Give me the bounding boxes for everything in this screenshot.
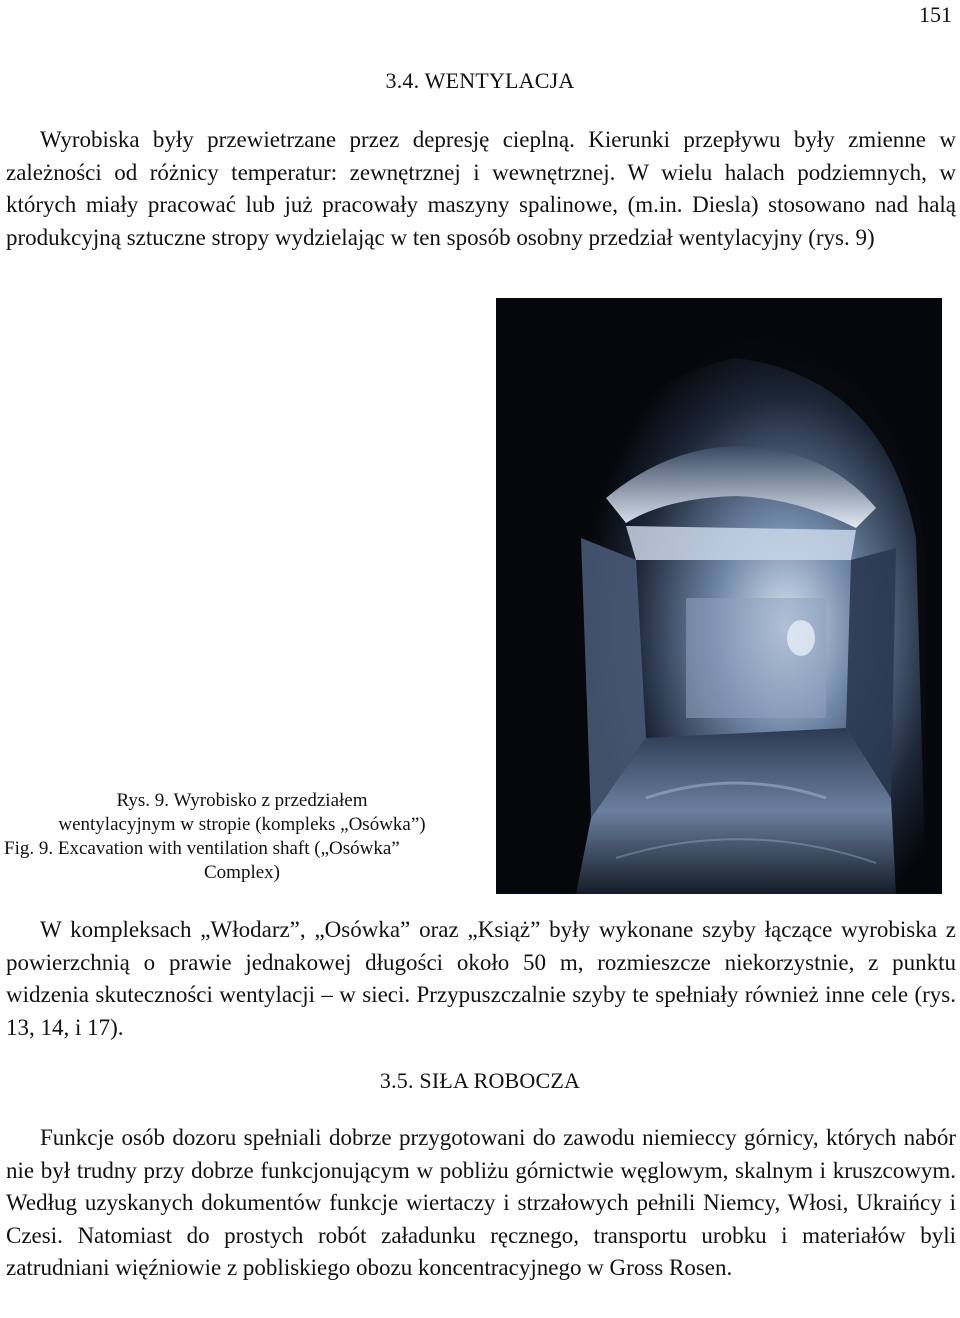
caption-pl-line2: wentylacyjnym w stropie (kompleks „Osówka”) <box>58 814 426 835</box>
paragraph-shafts <box>6 914 956 1044</box>
paragraph-workforce-text: Funkcje osób dozoru spełniali dobrze przygotowani do zawodu niemieccy górnicy, których nabór nie był trudny przy dobrze funkcjonującym w pobliżu górnictwie węglowym, skalnym i kruszcowym. Według uzyskanych dokumentów funkcje wiertaczy i strzałowych pełnili Niemcy, Włosi, Ukraińcy i Czesi. Natomiast do prostych robót załadunku ręcznego, transportu urobku i materiałów byli zatrudniani więźniowie z pobliskiego obozu koncentracyjnego w Gross Rosen. <box>6 1125 956 1280</box>
page-number: 151 <box>919 2 952 27</box>
caption-en-line1: Fig. 9. Excavation with ventilation shaft („Osówka” <box>4 838 400 859</box>
paragraph-ventilation-text: Wyrobiska były przewietrzane przez depresję cieplną. Kierunki przepływu były zmienne w zależności od różnicy temperatur: zewnętrznej i wewnętrznej. W wielu halach podziemnych, w których miały pracować lub już pracowały maszyny spalinowe, (m.in. Diesla) stosowano nad halą produkcyjną sztuczne stropy wydzielając w ten sposób osobny przedział wentylacyjny (rys. 9) <box>6 127 956 250</box>
section-heading-ventilation: 3.4. WENTYLACJA <box>385 68 575 93</box>
caption-pl-line1: Rys. 9. Wyrobisko z przedziałem <box>116 790 368 811</box>
paragraph-ventilation <box>6 124 956 254</box>
section-heading-workforce: 3.5. SIŁA ROBOCZA <box>379 1068 581 1093</box>
figure-photo <box>496 298 942 894</box>
caption-en-line2: Complex) <box>204 862 280 883</box>
figure-caption <box>4 789 480 885</box>
paragraph-shafts-text: W kompleksach „Włodarz”, „Osówka” oraz „Książ” były wykonane szyby łączące wyrobiska z powierzchnią o prawie jednakowej długości około 50 m, rozmieszcze niekorzystnie, z punktu widzenia skuteczności wentylacji – w sieci. Przypuszczalnie szyby te spełniały również inne cele (rys. 13, 14, i 17). <box>6 917 956 1040</box>
tunnel-photo <box>496 298 942 894</box>
paragraph-workforce <box>6 1122 956 1285</box>
